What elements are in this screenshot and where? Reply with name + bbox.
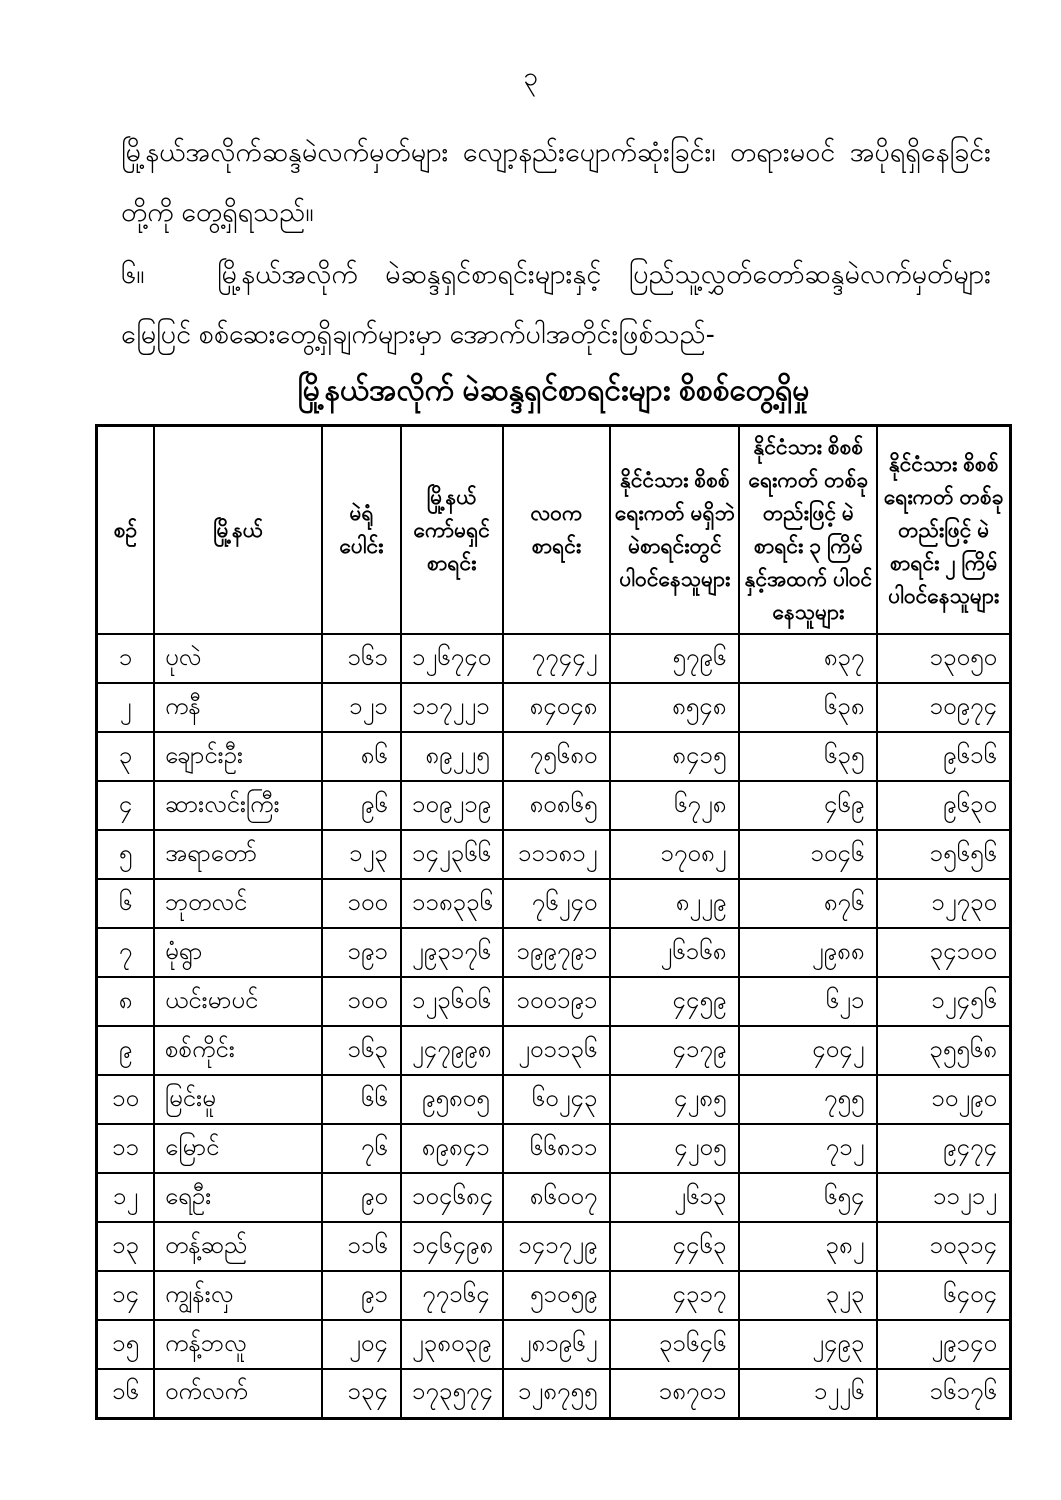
value-cell: ၁၇၀၈၂ [610, 830, 739, 879]
value-cell: ၆၆ [322, 1075, 401, 1124]
value-cell: ၁၃၀၅၀ [877, 634, 1010, 683]
value-cell: ၆၅၄ [739, 1173, 877, 1222]
value-cell: ၁၁၆ [322, 1222, 401, 1271]
value-cell: ၁၁၂၁၂ [877, 1173, 1010, 1222]
township-name: မုံရွာ [154, 928, 322, 977]
value-cell: ၄၀၄၂ [739, 1026, 877, 1075]
value-cell: ၉၁ [322, 1271, 401, 1320]
table-row-1 [97, 634, 1011, 683]
value-cell: ၇၁၂ [739, 1124, 877, 1173]
value-cell: ၁၂၇၃၀ [877, 879, 1010, 928]
township-name: ရေဦး [154, 1173, 322, 1222]
table-body [97, 634, 1011, 1418]
value-cell: ၁၂၂၆ [739, 1369, 877, 1418]
serial-number: ၁၁ [97, 1124, 154, 1173]
value-cell: ၁၂၃ [322, 830, 401, 879]
value-cell: ၆၆၈၁၁ [503, 1124, 611, 1173]
value-cell: ၃၁၆၄၆ [610, 1320, 739, 1369]
value-cell: ၁၆၃ [322, 1026, 401, 1075]
value-cell: ၆၃၅ [739, 732, 877, 781]
value-cell: ၂၉၃၁၇၆ [401, 928, 503, 977]
column-header-2: မြို့နယ် [154, 426, 322, 635]
township-name: ချောင်းဦး [154, 732, 322, 781]
table-row-10 [97, 1075, 1011, 1124]
township-name: ဝက်လက် [154, 1369, 322, 1418]
value-cell: ၉၆ [322, 781, 401, 830]
value-cell: ၆၄၀၄ [877, 1271, 1010, 1320]
value-cell: ၇၇၄၄၂ [503, 634, 611, 683]
table-row-2 [97, 683, 1011, 732]
value-cell: ၁၈၇၀၁ [610, 1369, 739, 1418]
value-cell: ၄၄၅၉ [610, 977, 739, 1026]
township-name: ကနီ [154, 683, 322, 732]
value-cell: ၈၆၀၀၇ [503, 1173, 611, 1222]
value-cell: ၈၇၆ [739, 879, 877, 928]
paragraph-item-6 [121, 244, 991, 364]
table-row-8 [97, 977, 1011, 1026]
value-cell: ၈၆ [322, 732, 401, 781]
township-name: ကျွန်းလှ [154, 1271, 322, 1320]
value-cell: ၁၀၀ [322, 879, 401, 928]
value-cell: ၄၁၇၉ [610, 1026, 739, 1075]
value-cell: ၂၀၁၁၃၆ [503, 1026, 611, 1075]
value-cell: ၁၉၉၇၉၁ [503, 928, 611, 977]
value-cell: ၈၉၂၂၅ [401, 732, 503, 781]
serial-number: ၃ [97, 732, 154, 781]
table-row-3 [97, 732, 1011, 781]
township-name: ဘုတလင် [154, 879, 322, 928]
value-cell: ၁၁၁၈၁၂ [503, 830, 611, 879]
value-cell: ၉၄၇၄ [877, 1124, 1010, 1173]
serial-number: ၁၅ [97, 1320, 154, 1369]
value-cell: ၈၃၇ [739, 634, 877, 683]
value-cell: ၁၆၁၇၆ [877, 1369, 1010, 1418]
value-cell: ၆၃၈ [739, 683, 877, 732]
township-name: အရာတော် [154, 830, 322, 879]
value-cell: ၁၄၁၇၂၉ [503, 1222, 611, 1271]
table-row-5 [97, 830, 1011, 879]
serial-number: ၁ [97, 634, 154, 683]
serial-number: ၆ [97, 879, 154, 928]
value-cell: ၆၂၁ [739, 977, 877, 1026]
value-cell: ၂၆၁၆၈ [610, 928, 739, 977]
township-name: ကန့်ဘလူ [154, 1320, 322, 1369]
value-cell: ၁၀၃၁၄ [877, 1222, 1010, 1271]
value-cell: ၃၈၂ [739, 1222, 877, 1271]
table-row-12 [97, 1173, 1011, 1222]
value-cell: ၁၉၁ [322, 928, 401, 977]
value-cell: ၂၉၁၄၀ [877, 1320, 1010, 1369]
serial-number: ၇ [97, 928, 154, 977]
page-number: ၃ [523, 61, 538, 91]
table-row-7 [97, 928, 1011, 977]
value-cell: ၄၄၆၃ [610, 1222, 739, 1271]
township-name: ပုလဲ [154, 634, 322, 683]
serial-number: ၁၄ [97, 1271, 154, 1320]
value-cell: ၁၄၂၃၆၆ [401, 830, 503, 879]
column-header-8: နိုင်ငံသား စိစစ်ရေးကတ် တစ်ခုတည်းဖြင့် မဲစာရင်း ၂ ကြိမ် ပါဝင်နေသူများ [877, 426, 1010, 635]
value-cell: ၂၄၇၉၉၈ [401, 1026, 503, 1075]
value-cell: ၁၁၇၂၂၁ [401, 683, 503, 732]
township-name: ဆားလင်းကြီး [154, 781, 322, 830]
value-cell: ၅၇၉၆ [610, 634, 739, 683]
value-cell: ၁၆၁ [322, 634, 401, 683]
value-cell: ၁၂၄၅၆ [877, 977, 1010, 1026]
value-cell: ၁၀၉၂၁၉ [401, 781, 503, 830]
value-cell: ၁၄၆၄၉၈ [401, 1222, 503, 1271]
value-cell: ၂၀၄ [322, 1320, 401, 1369]
value-cell: ၁၃၄ [322, 1369, 401, 1418]
column-header-7: နိုင်ငံသား စိစစ်ရေးကတ် တစ်ခုတည်းဖြင့် မဲစာရင်း ၃ ကြိမ် နှင့်အထက် ပါဝင်နေသူများ [739, 426, 877, 635]
value-cell: ၄၆၉ [739, 781, 877, 830]
item-6-text: မြို့နယ်အလိုက် မဲဆန္ဒရှင်စာရင်းများနှင့် ပြည်သူ့လွှတ်တော်ဆန္ဒမဲလက်မှတ်များ မြေပြင် စစ်ဆေးတွေ့ရှိချက်များမှာ အောက်ပါအတိုင်းဖြစ်သည်- [121, 259, 991, 349]
serial-number: ၉ [97, 1026, 154, 1075]
township-name: တန့်ဆည် [154, 1222, 322, 1271]
value-cell: ၆၀၂၄၃ [503, 1075, 611, 1124]
value-cell: ၃၅၅၆၈ [877, 1026, 1010, 1075]
value-cell: ၃၄၁၀၀ [877, 928, 1010, 977]
value-cell: ၁၀၄၆၈၄ [401, 1173, 503, 1222]
serial-number: ၁၆ [97, 1369, 154, 1418]
paragraph-findings: မြို့နယ်အလိုက်ဆန္ဒမဲလက်မှတ်များ လျော့နည်းပျောက်ဆုံးခြင်း၊ တရားမဝင် အပိုရရှိနေခြင်းတို့ကို တွေ့ရှိရသည်။ [121, 137, 991, 227]
value-cell: ၂၄၉၃ [739, 1320, 877, 1369]
table-title: မြို့နယ်အလိုက် မဲဆန္ဒရှင်စာရင်းများ စိစစ်တွေ့ရှိမှု [297, 374, 810, 407]
value-cell: ၈၉၈၄၁ [401, 1124, 503, 1173]
table-row-4 [97, 781, 1011, 830]
value-cell: ၁၀၂၉၀ [877, 1075, 1010, 1124]
serial-number: ၄ [97, 781, 154, 830]
column-header-6: နိုင်ငံသား စိစစ်ရေးကတ် မရှိဘဲ မဲစာရင်းတွင် ပါဝင်နေသူများ [610, 426, 739, 635]
table-row-13 [97, 1222, 1011, 1271]
column-header-5: လဝက စာရင်း [503, 426, 611, 635]
serial-number: ၂ [97, 683, 154, 732]
value-cell: ၉၅၈၀၅ [401, 1075, 503, 1124]
table-row-11 [97, 1124, 1011, 1173]
value-cell: ၁၂၈၇၅၅ [503, 1369, 611, 1418]
serial-number: ၁၂ [97, 1173, 154, 1222]
value-cell: ၈၀၈၆၅ [503, 781, 611, 830]
column-header-4: မြို့နယ် ကော်မရှင် စာရင်း [401, 426, 503, 635]
serial-number: ၁၀ [97, 1075, 154, 1124]
value-cell: ၉၆၁၆ [877, 732, 1010, 781]
value-cell: ၁၀၄၆ [739, 830, 877, 879]
value-cell: ၁၀၉၇၄ [877, 683, 1010, 732]
value-cell: ၄၂၀၅ [610, 1124, 739, 1173]
table-row-15 [97, 1320, 1011, 1369]
table-row-6 [97, 879, 1011, 928]
value-cell: ၉၀ [322, 1173, 401, 1222]
value-cell: ၈၄၀၄၈ [503, 683, 611, 732]
serial-number: ၁၃ [97, 1222, 154, 1271]
value-cell: ၂၃၈၀၃၉ [401, 1320, 503, 1369]
serial-number: ၈ [97, 977, 154, 1026]
item-6-number: ၆။ [121, 259, 145, 289]
value-cell: ၇၆၂၄၀ [503, 879, 611, 928]
table-row-9 [97, 1026, 1011, 1075]
value-cell: ၈၅၄၈ [610, 683, 739, 732]
table-row-16 [97, 1369, 1011, 1418]
township-voter-list-table [95, 424, 1012, 1420]
value-cell: ၄၃၁၇ [610, 1271, 739, 1320]
value-cell: ၁၅၆၅၆ [877, 830, 1010, 879]
township-name: စစ်ကိုင်း [154, 1026, 322, 1075]
serial-number: ၅ [97, 830, 154, 879]
value-cell: ၁၂၃၆၀၆ [401, 977, 503, 1026]
value-cell: ၉၆၃၀ [877, 781, 1010, 830]
value-cell: ၁၂၁ [322, 683, 401, 732]
township-name: ယင်းမာပင် [154, 977, 322, 1026]
value-cell: ၇၇၁၆၄ [401, 1271, 503, 1320]
table-row-14 [97, 1271, 1011, 1320]
value-cell: ၁၂၆၇၄၀ [401, 634, 503, 683]
value-cell: ၆၇၂၈ [610, 781, 739, 830]
value-cell: ၂၈၁၉၆၂ [503, 1320, 611, 1369]
value-cell: ၇၆ [322, 1124, 401, 1173]
column-header-3: မဲရုံ ပေါင်း [322, 426, 401, 635]
township-name: မြောင် [154, 1124, 322, 1173]
value-cell: ၄၂၈၅ [610, 1075, 739, 1124]
value-cell: ၁၀၀ [322, 977, 401, 1026]
value-cell: ၁၇၃၅၇၄ [401, 1369, 503, 1418]
value-cell: ၁၀၀၁၉၁ [503, 977, 611, 1026]
value-cell: ၅၁၀၅၉ [503, 1271, 611, 1320]
table-header [97, 426, 1011, 635]
column-header-1: စဉ် [97, 426, 154, 635]
value-cell: ၈၂၂၉ [610, 879, 739, 928]
table-header-row [97, 426, 1011, 635]
value-cell: ၁၁၈၃၃၆ [401, 879, 503, 928]
value-cell: ၇၅၆၈၀ [503, 732, 611, 781]
value-cell: ၂၉၈၈ [739, 928, 877, 977]
value-cell: ၈၄၁၅ [610, 732, 739, 781]
value-cell: ၇၅၅ [739, 1075, 877, 1124]
township-name: မြင်းမူ [154, 1075, 322, 1124]
value-cell: ၂၆၁၃ [610, 1173, 739, 1222]
value-cell: ၃၂၃ [739, 1271, 877, 1320]
